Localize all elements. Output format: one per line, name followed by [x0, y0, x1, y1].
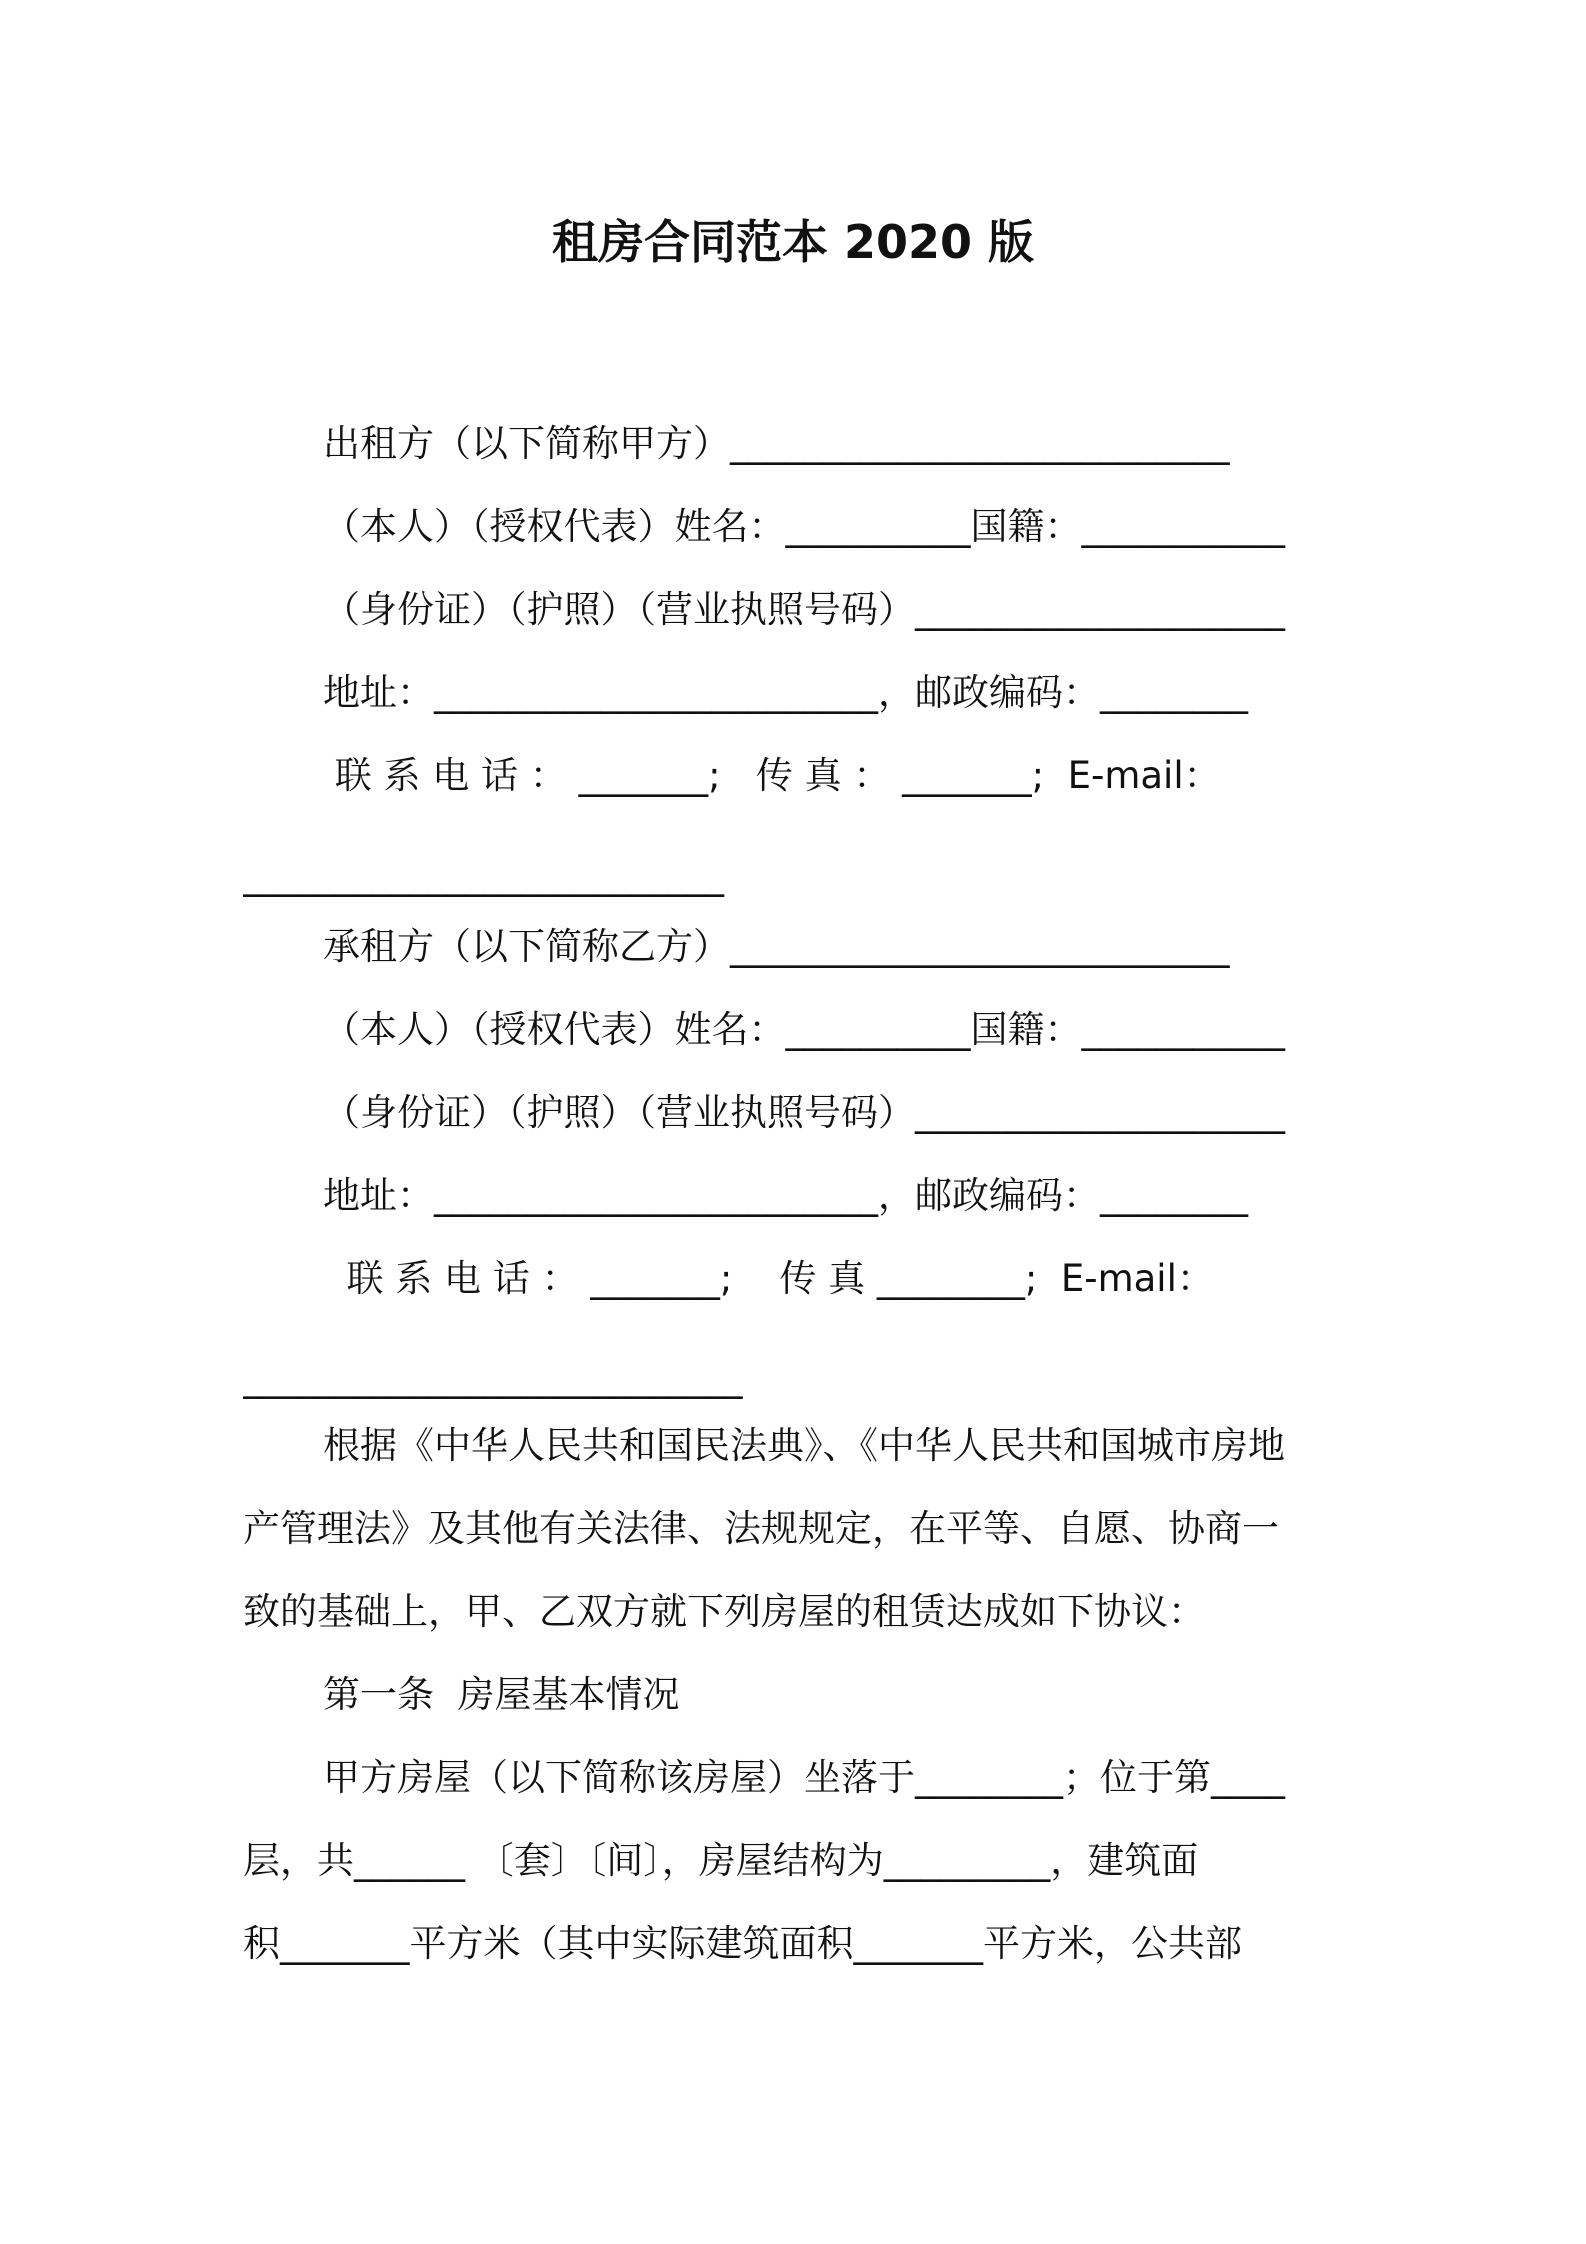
lessee-id-line: （身份证）（护照）（营业执照号码）____________________ [323, 1091, 1285, 1134]
lessee-address-line: 地址：________________________，邮政编码：________ [323, 1174, 1248, 1217]
article-1-line-1: 甲方房屋（以下简称该房屋）坐落于________；位于第____ [323, 1756, 1285, 1799]
lessee-party-line: 承租方（以下简称乙方）___________________________ [323, 925, 1230, 968]
preamble-line-3: 致的基础上，甲、乙双方就下列房屋的租赁达成如下协议： [243, 1590, 1205, 1633]
lessor-party-line: 出租方（以下简称甲方）___________________________ [323, 422, 1230, 465]
lessee-name-nationality-line: （本人）（授权代表）姓名：__________国籍：___________ [323, 1008, 1285, 1051]
lessor-name-nationality-line: （本人）（授权代表）姓名：__________国籍：___________ [323, 505, 1285, 548]
lessee-email-blank: ___________________________ [243, 1356, 743, 1399]
article-1-line-3: 积_______平方米（其中实际建筑面积_______平方米，公共部 [243, 1922, 1242, 1965]
lessor-email-blank: __________________________ [243, 854, 724, 897]
article-1-heading: 第一条 房屋基本情况 [323, 1673, 680, 1716]
article-1-line-2: 层，共______ 〔套〕〔间〕，房屋结构为_________，建筑面 [243, 1839, 1199, 1882]
preamble-line-2: 产管理法》及其他有关法律、法规规定，在平等、自愿、协商一 [243, 1507, 1279, 1550]
lessor-address-line: 地址：________________________，邮政编码：________ [323, 671, 1248, 714]
lessee-contact-line: 联 系 电 话 ： _______; 传 真 ________; E-mail： [323, 1257, 1214, 1300]
lessor-contact-line: 联 系 电 话 ： _______; 传 真 ： _______; E-mail： [323, 754, 1221, 797]
preamble-line-1: 根据《中华人民共和国民法典》、《中华人民共和国城市房地 [323, 1424, 1285, 1467]
document-title: 租房合同范本 2020 版 [551, 215, 1035, 269]
lessor-id-line: （身份证）（护照）（营业执照号码）____________________ [323, 588, 1285, 631]
